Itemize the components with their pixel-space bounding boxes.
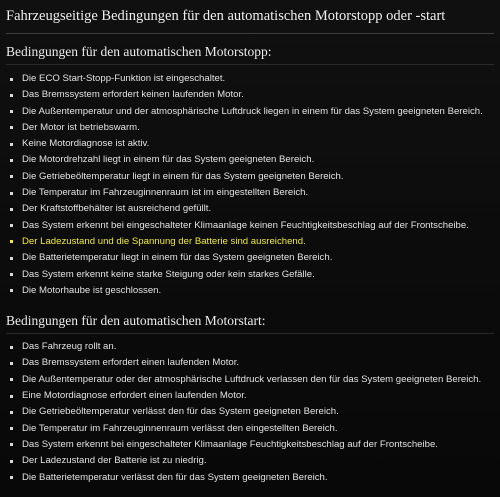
list-item-text: Das Bremssystem erfordert einen laufenden Motor. (22, 357, 240, 369)
list-item (6, 185, 494, 201)
bullet-icon (10, 378, 13, 381)
list-item (6, 355, 494, 371)
list-item-text: Die Batterietemperatur verlässt den für das System geeigneten Bereich. (22, 471, 328, 483)
list-item (6, 453, 494, 469)
bullet-icon (10, 395, 13, 398)
list-item (6, 388, 494, 404)
list-item-text: Die Getriebeöltemperatur liegt in einem für das System geeigneten Bereich. (22, 170, 344, 182)
list-item-text: Die Temperatur im Fahrzeuginnenraum verlässt den eingestellten Bereich. (22, 422, 338, 434)
section-heading-start: Bedingungen für den automatischen Motorstart: (6, 313, 266, 329)
bullet-icon (10, 208, 13, 211)
list-item-text: Das System erkennt keine starke Steigung oder kein starkes Gefälle. (22, 268, 315, 280)
list-item (6, 87, 494, 103)
section-divider-stop (6, 64, 494, 65)
list-item (6, 120, 494, 136)
list-item-highlighted (6, 234, 494, 250)
list-item-text: Der Ladezustand der Batterie ist zu niedrig. (22, 455, 207, 467)
page-title: Fahrzeugseitige Bedingungen für den automatischen Motorstopp oder -start (6, 8, 446, 24)
list-item (6, 136, 494, 152)
bullet-icon (10, 94, 13, 97)
list-item (6, 470, 494, 486)
list-item-text: Eine Motordiagnose erfordert einen laufenden Motor. (22, 390, 247, 402)
bullet-icon (10, 460, 13, 463)
bullet-icon (10, 143, 13, 146)
list-item-text: Das System erkennt bei eingeschalteter Klimaanlage keinen Feuchtigkeitsbeschlag auf der Frontscheibe. (22, 219, 469, 231)
bullet-icon (10, 224, 13, 227)
bullet-icon (10, 411, 13, 414)
bullet-icon (10, 192, 13, 195)
list-item-text: Der Kraftstoffbehälter ist ausreichend gefüllt. (22, 203, 212, 215)
bullet-icon (10, 78, 13, 81)
list-item (6, 152, 494, 168)
bullet-icon (10, 443, 13, 446)
bullet-icon (10, 175, 13, 178)
list-item-text: Die Motordrehzahl liegt in einem für das System geeigneten Bereich. (22, 154, 315, 166)
list-item (6, 267, 494, 283)
bullet-icon (10, 126, 13, 129)
list-item-text: Der Ladezustand und die Spannung der Batterie sind ausreichend. (22, 235, 306, 247)
bullet-icon (10, 427, 13, 430)
bullet-icon (10, 476, 13, 479)
list-item (6, 250, 494, 266)
list-item (6, 218, 494, 234)
list-item-text: Das System erkennt bei eingeschalteter Klimaanlage Feuchtigkeitsbeschlag auf der Frontscheibe. (22, 438, 438, 450)
section-divider-start (6, 333, 494, 334)
list-item-text: Keine Motordiagnose ist aktiv. (22, 138, 150, 150)
bullet-icon (10, 110, 13, 113)
list-item-text: Die Batterietemperatur liegt in einem für das System geeigneten Bereich. (22, 252, 333, 264)
list-item (6, 71, 494, 87)
list-item (6, 372, 494, 388)
bullet-icon (10, 257, 13, 260)
list-item-text: Die Motorhaube ist geschlossen. (22, 284, 162, 296)
list-item (6, 169, 494, 185)
bullet-icon (10, 240, 13, 243)
title-divider (6, 33, 494, 34)
bullet-icon (10, 289, 13, 292)
list-item (6, 437, 494, 453)
bullet-icon (10, 159, 13, 162)
bullet-icon (10, 362, 13, 365)
list-item (6, 104, 494, 120)
list-item-text: Das Fahrzeug rollt an. (22, 341, 117, 353)
section-heading-stop: Bedingungen für den automatischen Motorstopp: (6, 44, 272, 59)
stop-conditions-list (6, 71, 494, 299)
list-item (6, 421, 494, 437)
list-item (6, 404, 494, 420)
list-item-text: Der Motor ist betriebswarm. (22, 121, 140, 133)
list-item (6, 283, 494, 299)
list-item (6, 201, 494, 217)
bullet-icon (10, 273, 13, 276)
list-item-text: Die ECO Start-Stopp-Funktion ist eingeschaltet. (22, 73, 226, 84)
list-item-text: Die Außentemperatur oder der atmosphärische Luftdruck verlassen den für das System geeigneten Bereich. (22, 373, 482, 385)
bullet-icon (10, 346, 13, 349)
list-item-text: Die Außentemperatur und der atmosphärische Luftdruck liegen in einem für das System geeigneten Bereich. (22, 105, 483, 117)
list-item-text: Die Getriebeöltemperatur verlässt den für das System geeigneten Bereich. (22, 406, 339, 418)
list-item (6, 339, 494, 355)
list-item-text: Die Temperatur im Fahrzeuginnenraum ist im eingestellten Bereich. (22, 187, 309, 199)
start-conditions-list (6, 339, 494, 486)
list-item-text: Das Bremssystem erfordert keinen laufenden Motor. (22, 89, 244, 101)
